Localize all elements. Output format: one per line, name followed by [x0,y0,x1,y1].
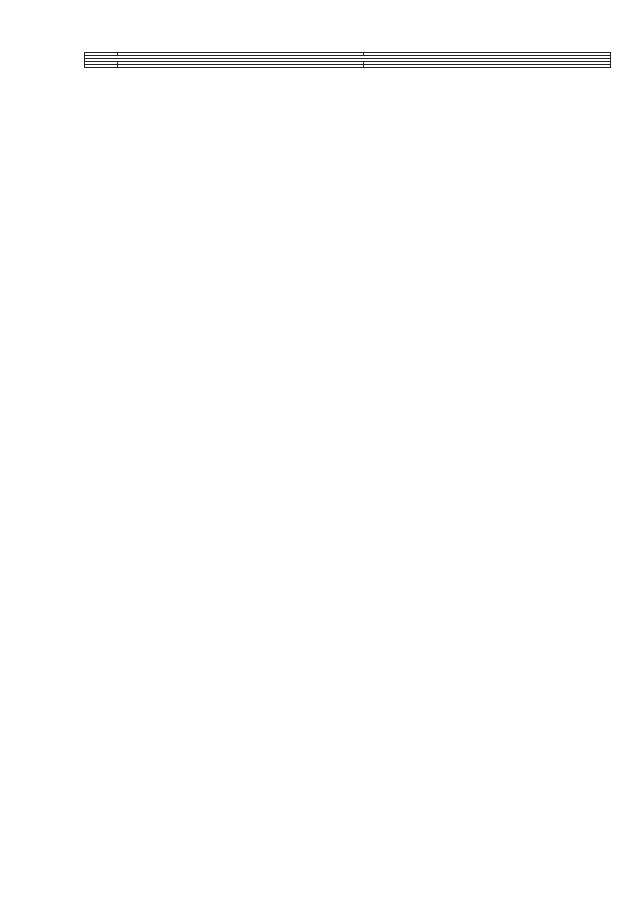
program-table [84,52,611,68]
item-funding [364,65,611,68]
item-number [85,65,118,68]
table-row [85,65,611,68]
item-name [118,65,364,68]
